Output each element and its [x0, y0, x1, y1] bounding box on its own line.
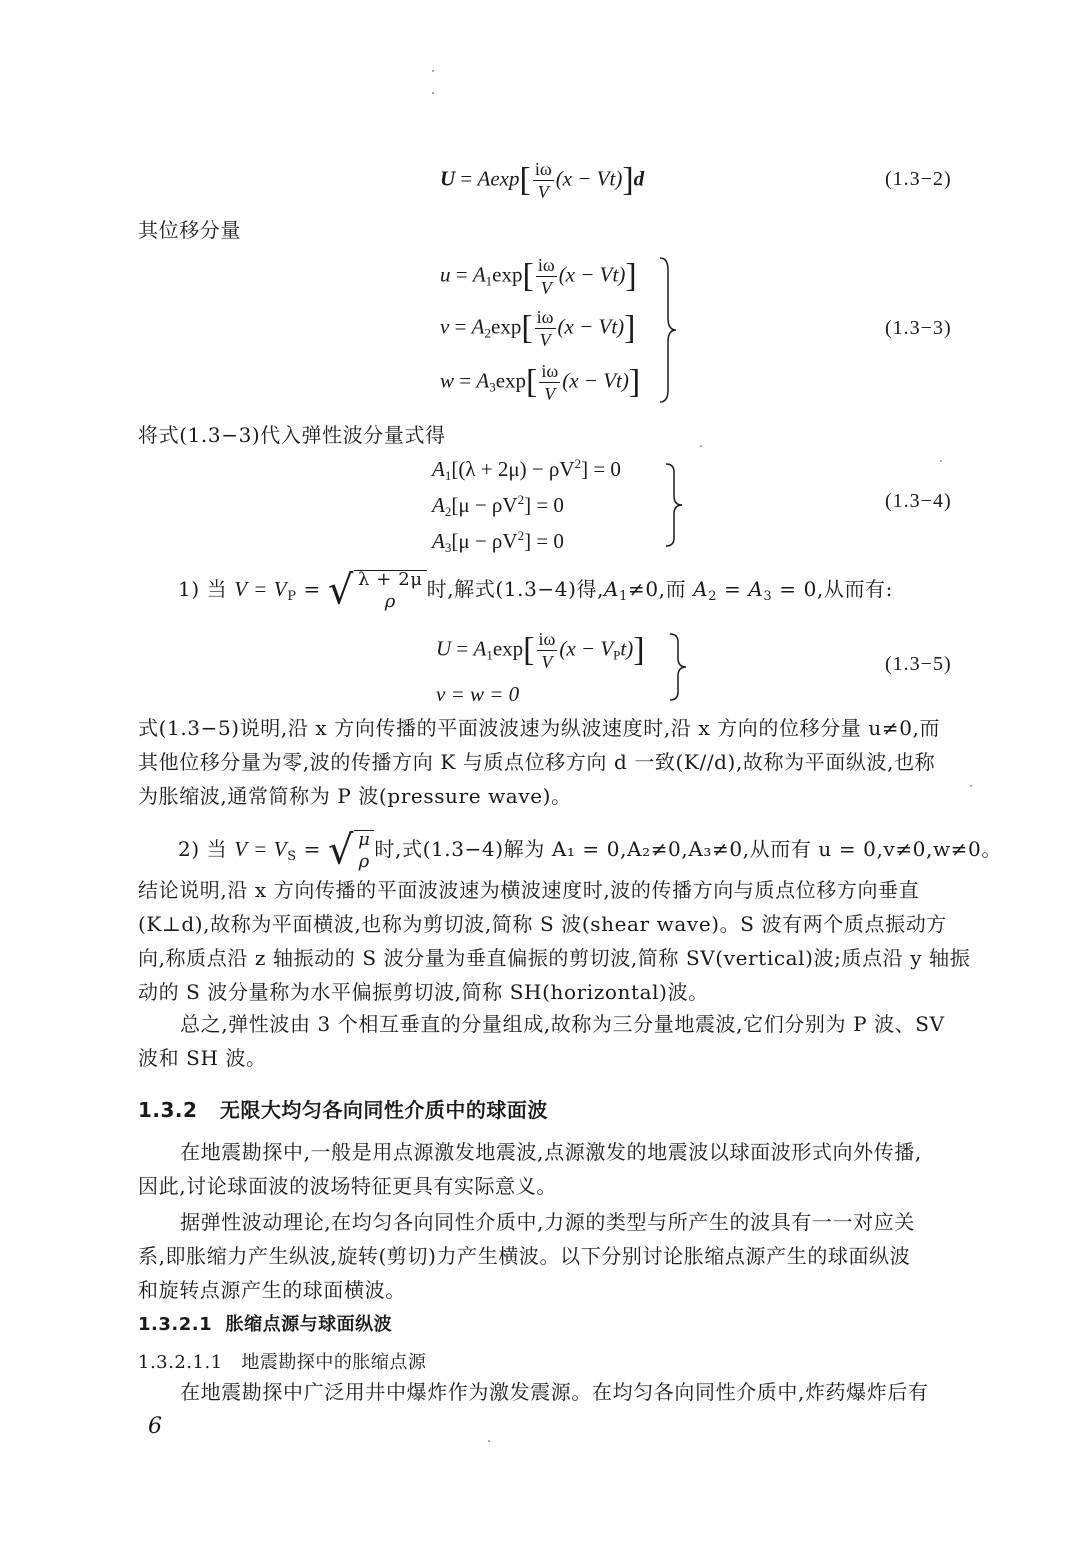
- paragraph-p-wave-line: 为胀缩波,通常简称为 P 波(pressure wave)。: [138, 784, 572, 808]
- equation-number: (1.3−5): [885, 653, 952, 675]
- section-number: 1.3.2.1.1: [138, 1352, 223, 1373]
- section-heading-1-3-2-1-1: [138, 1348, 426, 1374]
- scan-speck: [432, 92, 434, 94]
- scan-speck: [970, 785, 972, 787]
- paragraph-s-wave-line: 结论说明,沿 x 方向传播的平面波波速为横波速度时,波的传播方向与质点位移方向垂直: [138, 878, 920, 902]
- page-number: 6: [148, 1414, 162, 1439]
- equation-1-3-5-row-2: v = w = 0: [436, 682, 520, 706]
- equation-number: (1.3−2): [885, 168, 952, 190]
- equation-1-3-3-row-v: $v = A_2\exp$[ $\frac{i\omega}{V}$ (x − Vt)]: [440, 307, 636, 350]
- eq-argument: (x − Vt): [555, 166, 623, 191]
- paragraph-summary-line: 波和 SH 波。: [138, 1046, 267, 1070]
- section-number: 1.3.2.1: [138, 1314, 213, 1335]
- paragraph-explosion: 在地震勘探中广泛用井中爆炸作为激发震源。在均匀各向同性介质中,炸药爆炸后有: [180, 1380, 929, 1404]
- paragraph-spherical-line: 据弹性波动理论,在均匀各向同性介质中,力源的类型与所产生的波具有一一对应关: [180, 1210, 915, 1234]
- right-brace-icon: [668, 632, 688, 702]
- paragraph-s-wave-line: (K⊥d),故称为平面横波,也称为剪切波,简称 S 波(shear wave)。S 波有两个质点振动方: [138, 912, 947, 936]
- right-brace-icon: [664, 462, 684, 548]
- text-displacement-components: 其位移分量: [138, 218, 241, 242]
- section-heading-1-3-2: [138, 1094, 548, 1123]
- case-1-p-wave-condition: 1) 当 $V = V_P$ = √ λ + 2μ ρ 时,解式(1.3−4)得$,A_1\ne 0$,而 $A_2 = A_3 = 0$,从而有:: [178, 567, 893, 614]
- equation-1-3-3-row-u: $u = A_1\exp$[ $\frac{i\omega}{V}$ (x − Vt)]: [440, 255, 637, 298]
- paragraph-spherical-line: 在地震勘探中,一般是用点源激发地震波,点源激发的地震波以球面波形式向外传播,: [180, 1140, 922, 1164]
- section-title: 地震勘探中的胀缩点源: [241, 1352, 427, 1373]
- equation-number: (1.3−3): [885, 317, 952, 339]
- paragraph-p-wave-line: 式(1.3−5)说明,沿 x 方向传播的平面波波速为纵波速度时,沿 x 方向的位移分量 u≠0,而: [138, 716, 941, 740]
- equation-1-3-3-row-w: $w = A_3\exp$[ $\frac{i\omega}{V}$ (x − Vt)]: [440, 361, 641, 404]
- section-number: 1.3.2: [138, 1098, 198, 1122]
- section-title: 胀缩点源与球面纵波: [225, 1314, 393, 1335]
- case-2-s-wave-condition: 2) 当 $V = V_S$ = √ μ ρ 时,式(1.3−4)解为 A₁ = 0,A₂≠0,A₃≠0,从而有 u = 0,v≠0,w≠0。: [178, 827, 1002, 874]
- paragraph-spherical-line: 因此,讨论球面波的波场特征更具有实际意义。: [138, 1174, 557, 1198]
- equation-number: (1.3−4): [885, 490, 952, 512]
- scan-speck: [700, 445, 702, 447]
- paragraph-summary-line: 总之,弹性波由 3 个相互垂直的分量组成,故称为三分量地震波,它们分别为 P 波、SV: [180, 1012, 945, 1036]
- eq-fraction: $\frac{i\omega}{V}$: [534, 159, 552, 202]
- equation-1-3-5-row-1: $U = A_1\exp$[ $\frac{i\omega}{V}$ $(x - V_Pt)$]: [436, 629, 645, 672]
- paragraph-spherical-line: 系,即胀缩力产生纵波,旋转(剪切)力产生横波。以下分别讨论胀缩点源产生的球面纵波: [138, 1244, 911, 1268]
- eq-amplitude-exp: Aexp: [477, 166, 520, 191]
- scan-speck: [488, 1440, 490, 1442]
- paragraph-s-wave-line: 动的 S 波分量称为水平偏振剪切波,简称 SH(horizontal)波。: [138, 980, 709, 1004]
- paragraph-s-wave-line: 向,称质点沿 z 轴振动的 S 波分量为垂直偏振的剪切波,简称 SV(vertical)波;质点沿 y 轴振: [138, 946, 971, 970]
- text-substitute: 将式(1.3−3)代入弹性波分量式得: [138, 423, 446, 447]
- section-heading-1-3-2-1: [138, 1310, 392, 1336]
- paragraph-spherical-line: 和旋转点源产生的球面横波。: [138, 1278, 406, 1302]
- scan-speck: [432, 70, 434, 72]
- equation-1-3-2: U = Aexp[ $\frac{i\omega}{V}$ (x − Vt)]d: [440, 159, 645, 202]
- equation-1-3-4-row-1: $A_1[(\lambda + 2\mu) - \rho V^2] = 0$: [432, 456, 621, 483]
- eq-direction-vector: d: [633, 166, 645, 191]
- paragraph-p-wave-line: 其他位移分量为零,波的传播方向 K 与质点位移方向 d 一致(K//d),故称为平面纵波,也称: [138, 750, 936, 774]
- section-title: 无限大均匀各向同性介质中的球面波: [219, 1098, 548, 1122]
- right-brace-icon: [658, 256, 678, 404]
- eq-lhs: U: [440, 166, 456, 191]
- scan-speck: [940, 460, 942, 462]
- eq-equals: =: [460, 166, 473, 191]
- equation-1-3-4-row-2: $A_2[\mu - \rho V^2] = 0$: [432, 492, 564, 519]
- equation-1-3-4-row-3: $A_3[\mu - \rho V^2] = 0$: [432, 528, 564, 555]
